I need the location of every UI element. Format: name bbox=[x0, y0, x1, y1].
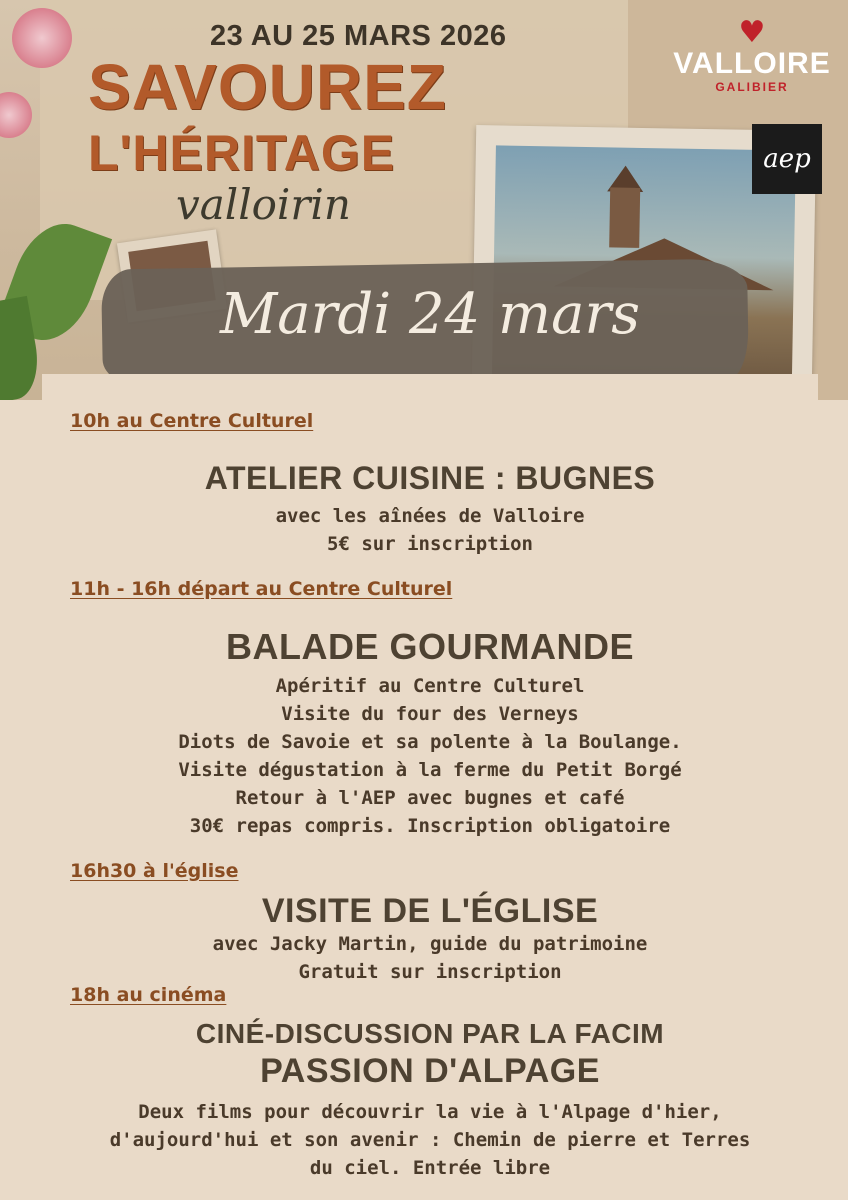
event-detail: 5€ sur inscription bbox=[327, 533, 533, 555]
event-title: BALADE GOURMANDE bbox=[226, 626, 634, 667]
aep-logo: aep bbox=[752, 124, 822, 194]
event-time: 11h - 16h départ au Centre Culturel bbox=[70, 578, 453, 600]
event-detail: Gratuit sur inscription bbox=[298, 961, 562, 983]
event-detail: avec les aînées de Valloire bbox=[275, 505, 585, 527]
day-title: Mardi 24 mars bbox=[219, 282, 641, 347]
event-detail: Visite dégustation à la ferme du Petit Borgé bbox=[178, 759, 682, 781]
event-subtitle: PASSION D'ALPAGE bbox=[260, 1052, 600, 1090]
event-title: VISITE DE L'ÉGLISE bbox=[261, 892, 599, 930]
event-detail: Apéritif au Centre Culturel bbox=[275, 675, 585, 697]
poster-title-line-1: SAVOUREZ bbox=[88, 51, 447, 123]
event-detail: 30€ repas compris. Inscription obligatoire bbox=[189, 815, 671, 837]
poster-title-line-3: valloirin bbox=[176, 180, 351, 229]
event-detail: Visite du four des Verneys bbox=[281, 703, 579, 725]
event-title: CINÉ-DISCUSSION PAR LA FACIM bbox=[195, 1018, 665, 1049]
poster-header bbox=[0, 0, 848, 400]
event-detail: du ciel. Entrée libre bbox=[309, 1157, 551, 1179]
event-detail: Retour à l'AEP avec bugnes et café bbox=[235, 787, 625, 809]
valloire-heart-icon: ♥ bbox=[738, 15, 766, 50]
event-detail: d'aujourd'hui et son avenir : Chemin de pierre et Terres bbox=[109, 1129, 751, 1151]
event-time: 10h au Centre Culturel bbox=[70, 410, 314, 432]
flower-decoration bbox=[12, 8, 72, 68]
valloire-logo: ♥ VALLOIRE GALIBIER bbox=[668, 18, 836, 94]
program-content bbox=[42, 374, 818, 1200]
event-detail: Diots de Savoie et sa polente à la Boulange. bbox=[178, 731, 682, 753]
event-detail: avec Jacky Martin, guide du patrimoine bbox=[212, 933, 648, 955]
event-title: ATELIER CUISINE : BUGNES bbox=[204, 460, 656, 496]
event-time: 18h au cinéma bbox=[70, 984, 227, 1006]
flower-decoration bbox=[0, 92, 32, 138]
event-detail: Deux films pour découvrir la vie à l'Alpage d'hier, bbox=[138, 1101, 722, 1123]
event-time: 16h30 à l'église bbox=[70, 860, 239, 882]
poster-title-line-2: L'HÉRITAGE bbox=[88, 125, 396, 181]
event-dates: 23 AU 25 MARS 2026 bbox=[210, 20, 507, 52]
